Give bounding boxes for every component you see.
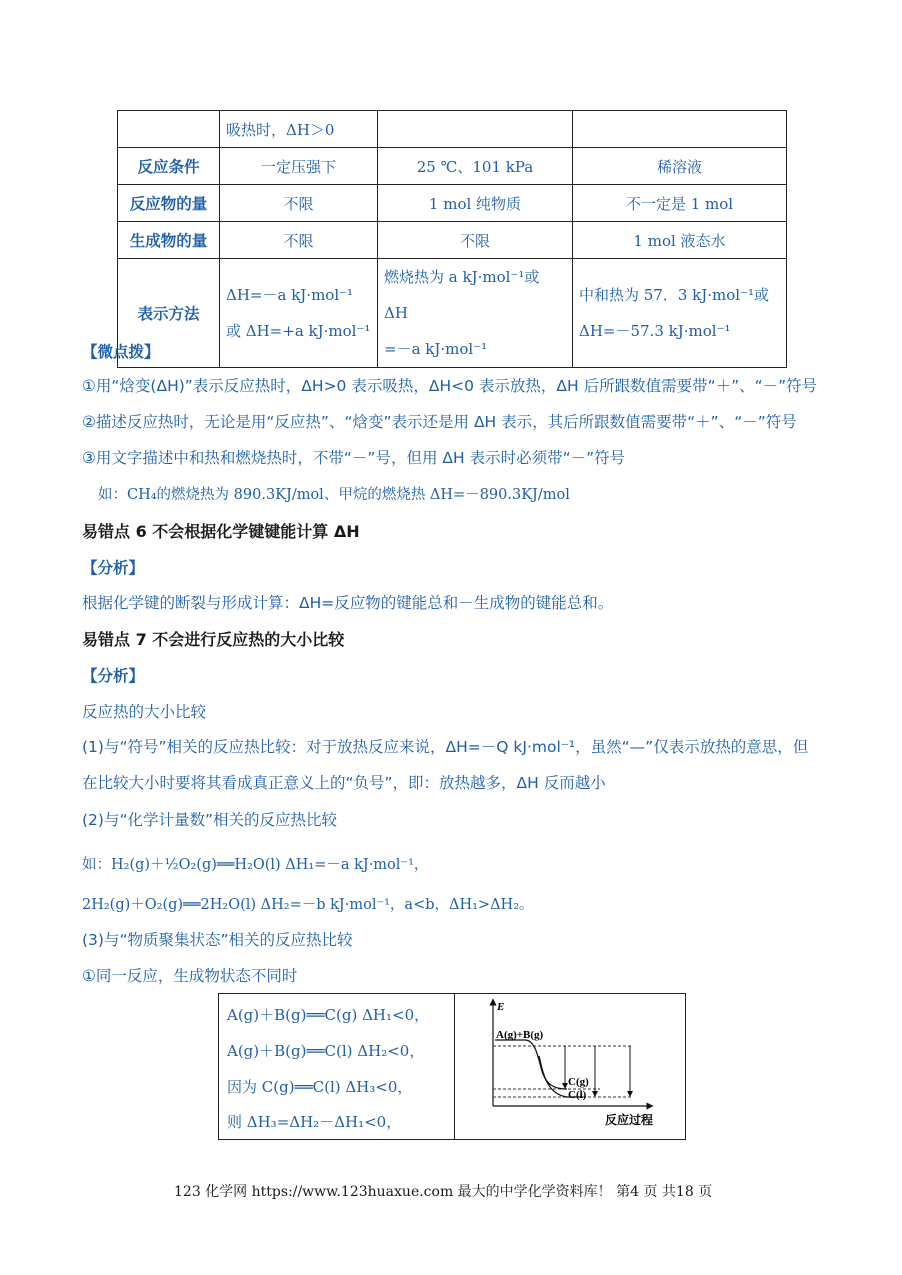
table-row	[118, 111, 787, 148]
table-row	[118, 185, 787, 222]
cell-line: =－a kJ·mol⁻¹	[384, 340, 488, 358]
point6-text: 根据化学键的断裂与形成计算：ΔH=反应物的键能总和－生成物的键能总和。	[82, 594, 614, 612]
point7-s3: (3)与“物质聚集状态”相关的反应热比较	[82, 931, 353, 949]
box-line-4: 则 ΔH₃=ΔH₂－ΔH₁<0，	[227, 1113, 402, 1131]
point7-heading: 【分析】	[82, 667, 145, 685]
table-cell	[220, 259, 378, 368]
tip-example: 如：CH₄的燃烧热为 890.3KJ/mol、甲烷的燃烧热 ΔH=－890.3KJ/mol	[98, 487, 570, 503]
table-row	[118, 222, 787, 259]
cell-line: 或 ΔH=+a kJ·mol⁻¹	[226, 322, 371, 340]
table-cell: 不限	[378, 222, 573, 259]
energy-diagram	[455, 994, 685, 1139]
cell-line: ΔH=－a kJ·mol⁻¹	[226, 286, 354, 304]
x-axis-label: 反应过程	[605, 1113, 654, 1127]
reactant-label: A(g)+B(g)	[496, 1029, 544, 1041]
table-cell: 不限	[220, 222, 378, 259]
tip-line-1: ①用“焓变(ΔH)”表示反应热时，ΔH>0 表示吸热，ΔH<0 表示放热，ΔH 后所跟数值需要带“＋”、“－”符号	[82, 377, 818, 395]
box-line-1: A(g)＋B(g)══C(g) ΔH₁<0，	[227, 1006, 430, 1024]
row-label: 反应物的量	[118, 185, 220, 222]
point7-s1b: 在比较大小时要将其看成真正意义上的“负号”，即：放热越多，ΔH 反而越小	[82, 774, 606, 792]
table-cell	[573, 111, 787, 148]
liquid-product-label: C(l)	[568, 1089, 587, 1101]
table-cell: 稀溶液	[573, 148, 787, 185]
point7-eq1: 如：H₂(g)＋½O₂(g)══H₂O(l) ΔH₁=－a kJ·mol⁻¹，	[82, 857, 429, 873]
gas-curve	[495, 1040, 567, 1089]
table-cell	[378, 259, 573, 368]
point7-intro: 反应热的大小比较	[82, 703, 207, 721]
point7-s3a: ①同一反应，生成物状态不同时	[82, 967, 298, 985]
cell-line: ΔH=－57.3 kJ·mol⁻¹	[579, 322, 731, 340]
table-cell: 不一定是 1 mol	[573, 185, 787, 222]
comparison-table	[117, 110, 787, 368]
table-cell: 1 mol 液态水	[573, 222, 787, 259]
point7-s1a: (1)与“符号”相关的反应热比较：对于放热反应来说，ΔH=－Q kJ·mol⁻¹，虽然“—”仅表示放热的意思，但	[82, 738, 809, 756]
tip-line-2: ②描述反应热时，无论是用“反应热”、“焓变”表示还是用 ΔH 表示，其后所跟数值需要带“＋”、“－”符号	[82, 413, 797, 431]
box-line-2: A(g)＋B(g)══C(l) ΔH₂<0，	[227, 1042, 425, 1060]
point7-title: 易错点 7 不会进行反应热的大小比较	[82, 630, 345, 649]
gas-product-label: C(g)	[568, 1076, 589, 1088]
table-row	[118, 148, 787, 185]
row-label: 反应条件	[118, 148, 220, 185]
box-line-3: 因为 C(g)══C(l) ΔH₃<0，	[227, 1078, 413, 1096]
cell-line: 中和热为 57．3 kJ·mol⁻¹或	[579, 286, 770, 304]
table-cell: 25 ℃、101 kPa	[378, 148, 573, 185]
table-cell: 不限	[220, 185, 378, 222]
point6-title: 易错点 6 不会根据化学键键能计算 ΔH	[82, 522, 360, 541]
tip-line-3: ③用文字描述中和热和燃烧热时，不带“－”号，但用 ΔH 表示时必须带“－”符号	[82, 449, 626, 467]
page-footer: 123 化学网 https://www.123huaxue.com 最大的中学化学资料库！ 第4 页 共18 页	[174, 1184, 713, 1200]
table-cell	[378, 111, 573, 148]
table-cell: 一定压强下	[220, 148, 378, 185]
point7-eq2: 2H₂(g)＋O₂(g)══2H₂O(l) ΔH₂=－b kJ·mol⁻¹，a<b，ΔH₁>ΔH₂。	[82, 897, 534, 913]
point7-s2: (2)与“化学计量数”相关的反应热比较	[82, 811, 338, 829]
point6-heading: 【分析】	[82, 559, 145, 577]
table-cell: 吸热时，ΔH＞0	[220, 111, 378, 148]
state-comparison-box	[218, 993, 686, 1140]
cell-line: 燃烧热为 a kJ·mol⁻¹或 ΔH	[384, 268, 540, 322]
table-cell	[573, 259, 787, 368]
y-axis-label: E	[497, 1001, 505, 1013]
table-cell: 1 mol 纯物质	[378, 185, 573, 222]
row-label: 表示方法	[118, 259, 220, 368]
table-row	[118, 259, 787, 368]
row-label: 生成物的量	[118, 222, 220, 259]
tip-heading: 【微点拨】	[82, 343, 160, 361]
table-cell	[118, 111, 220, 148]
